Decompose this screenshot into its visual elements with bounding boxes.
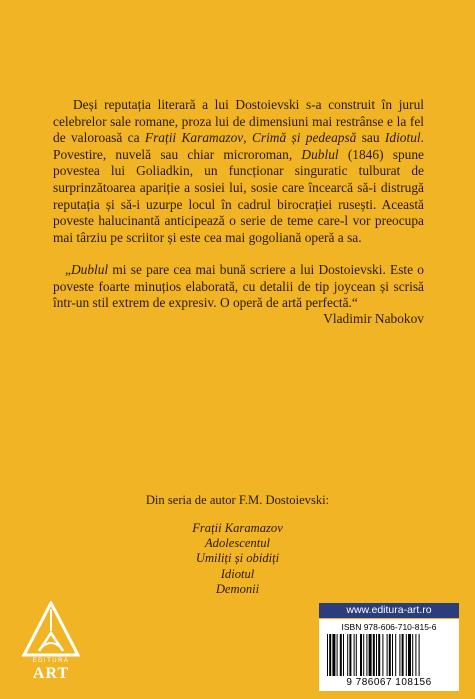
barcode	[319, 619, 459, 691]
barcode-digits: 9 786067 108156	[346, 677, 432, 688]
book-title: Dublul	[301, 146, 339, 162]
quote-author: Vladimir Nabokov	[323, 311, 424, 326]
book-title: Crimă și pedeapsă	[251, 130, 357, 146]
logo-label: EDITURA	[32, 658, 70, 664]
logo-brand: ART	[32, 665, 70, 682]
series-heading: Din seria de autor F.M. Dostoievski:	[145, 493, 330, 507]
book-title: Frații Karamazov	[144, 130, 244, 146]
back-cover-blurb: Deși reputația literară a lui Dostoievski s-a construit în jurul celebrelor sale romane, proza lui de dimensiuni mai restrânse e la fel de valoroasă ca Frații Karamazov, Crimă și pedeapsă sau Idiotul. Povestire, nuvelă sau chiar microroman, Dublul (1846) spune povestea lui Goliadkin, un funcționar singuratic tulburat de surprinzătoarea apariție a sosiei lui, sosie care încearcă să-i distrugă reputația și să-i uzurpe locul în cadrul birocrației rusești. Această poveste halucinantă anticipează o serie de teme care-l vor preocupa mai târziu pe scriitor și este cea mai gogoliană operă a sa.	[53, 97, 424, 245]
website-banner: www.editura-art.ro	[319, 603, 459, 618]
series-title: Adolescentul	[204, 536, 271, 551]
book-title: Idiotul	[384, 130, 421, 146]
series-title: Frații Karamazov	[192, 521, 283, 535]
series-list	[0, 521, 475, 597]
publisher-logo	[22, 601, 80, 691]
book-title: Dublul	[70, 262, 109, 277]
barcode-bars	[327, 634, 451, 676]
series-title: Umiliți și obidiți	[195, 551, 280, 566]
publisher-logo-icon	[22, 601, 80, 657]
review-quote: „Dublul mi se pare cea mai bună scriere a lui Dostoievski. Este o poveste foarte minuțios elaborată, cu detalii de tip joycean și scrisă într-un stil extrem de expresiv. O operă de artă perfectă.“	[53, 262, 424, 311]
series-title: Demonii	[215, 581, 260, 596]
series-title: Idiotul	[220, 566, 255, 581]
isbn-text: ISBN 978-606-710-815-6	[341, 622, 437, 632]
